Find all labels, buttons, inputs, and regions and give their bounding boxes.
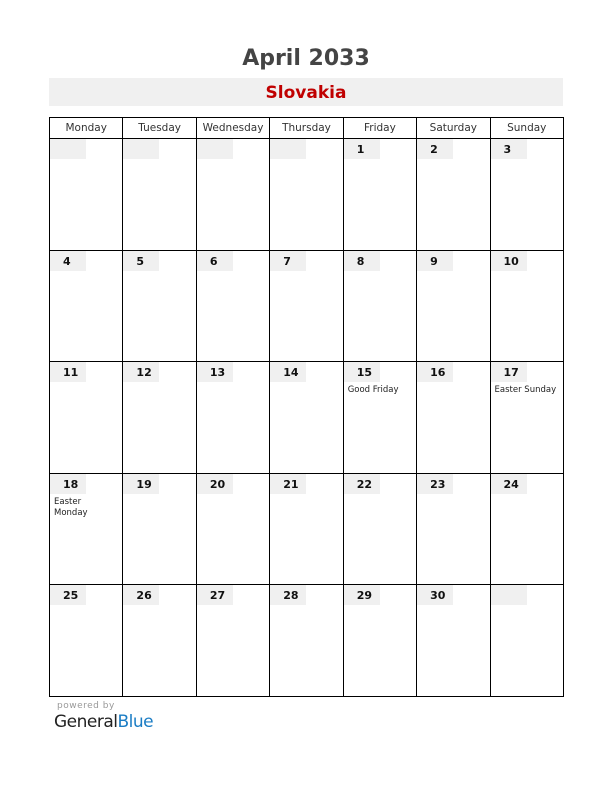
day-cell [270,250,343,362]
day-cell [196,473,269,585]
day-number: 1 [344,139,380,159]
day-cell [417,362,490,474]
day-cell [123,250,196,362]
week-row [50,139,564,251]
weekday-header: Monday [50,118,123,139]
day-cell [417,139,490,251]
logo-general: General [54,712,118,732]
day-number: 17 [491,362,527,382]
day-number: 24 [491,474,527,494]
day-cell [343,139,416,251]
day-number [491,585,527,605]
day-number: 8 [344,251,380,271]
day-cell [196,250,269,362]
day-cell [123,139,196,251]
week-row [50,473,564,585]
week-row [50,585,564,697]
weekday-header: Wednesday [196,118,269,139]
day-cell [123,473,196,585]
day-cell [123,585,196,697]
logo-blue: Blue [117,712,154,732]
day-number: 15 [344,362,380,382]
day-cell [123,362,196,474]
day-cell [490,362,563,474]
day-cell [270,585,343,697]
day-number: 29 [344,585,380,605]
day-cell [490,139,563,251]
weekday-header: Friday [343,118,416,139]
day-number: 12 [123,362,159,382]
day-number: 23 [417,474,453,494]
day-cell [270,362,343,474]
generalblue-logo[interactable] [54,712,153,732]
day-number [123,139,159,159]
week-row [50,250,564,362]
day-cell [417,473,490,585]
day-cell [270,473,343,585]
day-number: 21 [270,474,306,494]
day-number: 9 [417,251,453,271]
powered-by-label: powered by [57,701,115,711]
day-cell [196,585,269,697]
day-number: 26 [123,585,159,605]
day-number: 4 [50,251,86,271]
day-number: 18 [50,474,86,494]
holiday-label: Good Friday [347,385,399,396]
day-cell [417,250,490,362]
day-number: 13 [197,362,233,382]
day-cell [490,585,563,697]
holiday-label: Easter Sunday [494,385,557,396]
day-cell [343,473,416,585]
day-number: 30 [417,585,453,605]
weekday-header: Sunday [490,118,563,139]
country-banner: Slovakia [49,78,563,106]
day-cell [417,585,490,697]
day-number: 19 [123,474,159,494]
day-cell [490,473,563,585]
day-number: 7 [270,251,306,271]
day-cell [270,139,343,251]
weekday-header: Thursday [270,118,343,139]
day-cell [50,585,123,697]
day-cell [343,585,416,697]
day-number: 22 [344,474,380,494]
day-number: 6 [197,251,233,271]
day-number: 25 [50,585,86,605]
day-number [197,139,233,159]
day-number: 16 [417,362,453,382]
day-cell [50,473,123,585]
day-number: 14 [270,362,306,382]
day-number [270,139,306,159]
week-row [50,362,564,474]
holiday-label: Easter Monday [54,496,88,518]
day-number: 27 [197,585,233,605]
day-number [50,139,86,159]
day-number: 11 [50,362,86,382]
day-cell [196,139,269,251]
page-title: April 2033 [242,46,370,71]
day-number: 2 [417,139,453,159]
day-cell [50,362,123,474]
day-number: 28 [270,585,306,605]
calendar-grid [49,117,564,697]
day-cell [196,362,269,474]
day-number: 20 [197,474,233,494]
day-number: 3 [491,139,527,159]
weekday-header: Saturday [417,118,490,139]
day-number: 10 [491,251,527,271]
day-number: 5 [123,251,159,271]
weekday-header: Tuesday [123,118,196,139]
day-cell [490,250,563,362]
day-cell [343,250,416,362]
day-cell [50,250,123,362]
day-cell [343,362,416,474]
day-cell [50,139,123,251]
